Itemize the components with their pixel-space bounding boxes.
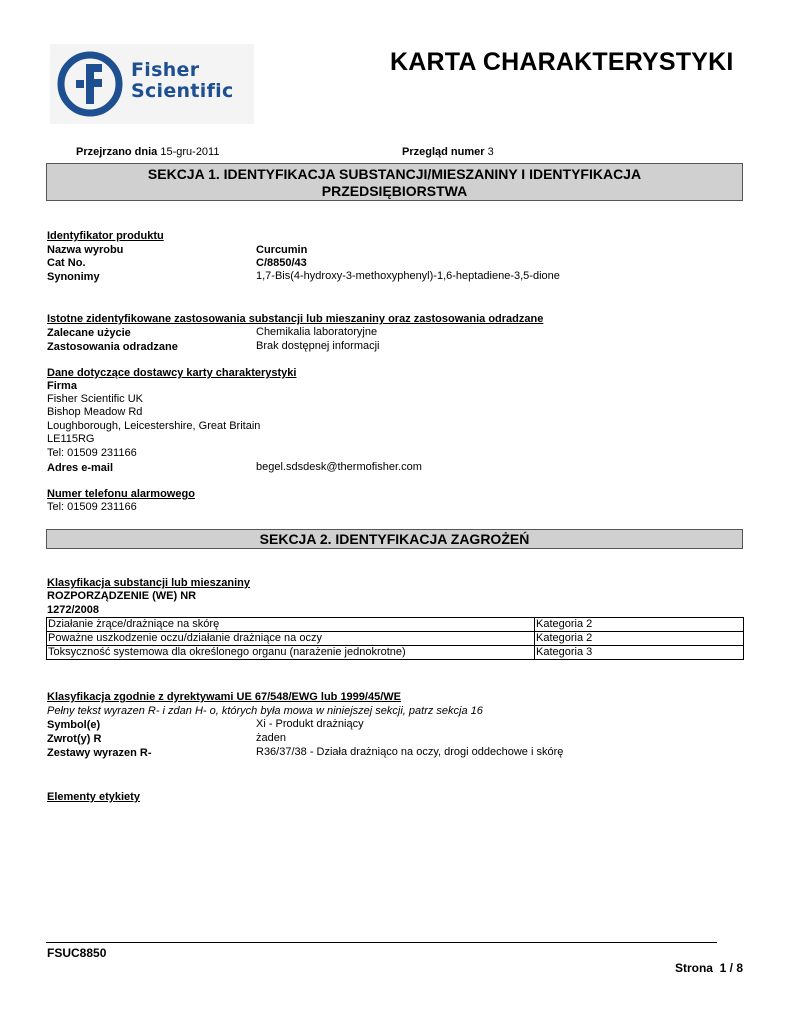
email-label: Adres e-mail xyxy=(47,462,114,474)
section-1-title-line-1: SEKCJA 1. IDENTYFIKACJA SUBSTANCJI/MIESZANINY I IDENTYFIKACJA xyxy=(147,166,642,182)
table-row xyxy=(47,618,744,632)
regulation-line-1: ROZPORZĄDZENIE (WE) NR xyxy=(47,590,197,602)
revision-value: 3 xyxy=(487,146,494,158)
logo-line-1: Fisher xyxy=(131,59,200,81)
uses-advised-against-value: Brak dostępnej informacji xyxy=(256,340,380,352)
symbol-value: Xi - Produkt drażniący xyxy=(256,718,364,730)
supplier-heading: Dane dotyczące dostawcy karty charakterystyki xyxy=(47,367,297,379)
directive-note: Pełny tekst wyrazen R- i zdan H- o, których była mowa w niniejszej sekcji, patrz sekcja 16 xyxy=(47,705,483,717)
company-name: Fisher Scientific UK xyxy=(47,393,143,405)
category-cell: Kategoria 3 xyxy=(535,646,744,660)
r-phrase-label: Zwrot(y) R xyxy=(47,733,102,745)
hazard-cell: Działanie żrące/drażniące na skórę xyxy=(47,618,535,632)
company-postcode: LE115RG xyxy=(47,433,95,445)
company-city: Loughborough, Leicestershire, Great Britain xyxy=(47,420,261,432)
logo-line-2: Scientific xyxy=(131,80,234,102)
document-title: KARTA CHARAKTERYSTYKI xyxy=(390,48,734,76)
hazard-cell: Toksyczność systemowa dla określonego organu (narażenie jednokrotne) xyxy=(47,646,535,660)
company-logo-text xyxy=(131,60,234,102)
revised-value: 15-gru-2011 xyxy=(160,146,220,158)
revised-date xyxy=(76,145,219,159)
category-cell: Kategoria 2 xyxy=(535,632,744,646)
section-1-header xyxy=(46,163,743,201)
hazard-classification-table xyxy=(46,617,744,660)
category-cell: Kategoria 2 xyxy=(535,618,744,632)
emergency-phone-heading: Numer telefonu alarmowego xyxy=(47,488,195,500)
product-name-label: Nazwa wyrobu xyxy=(47,244,124,256)
recommended-use-label: Zalecane użycie xyxy=(47,327,131,339)
directive-heading: Klasyfikacja zgodnie z dyrektywami UE 67/548/EWG lub 1999/45/WE xyxy=(47,691,401,703)
footer-document-code: FSUC8850 xyxy=(47,946,107,960)
footer-page-number: Strona 1 / 8 xyxy=(674,961,743,975)
synonyms-label: Synonimy xyxy=(47,271,100,283)
company-phone: Tel: 01509 231166 xyxy=(47,447,137,459)
cat-no-value: C/8850/43 xyxy=(256,257,307,269)
synonyms-value: 1,7-Bis(4-hydroxy-3-methoxyphenyl)-1,6-heptadiene-3,5-dione xyxy=(256,270,560,282)
symbol-label: Symbol(e) xyxy=(47,719,101,731)
cat-no-label: Cat No. xyxy=(47,257,86,269)
footer-divider xyxy=(46,942,717,943)
revision-number xyxy=(402,145,494,159)
r-sets-value: R36/37/38 - Działa drażniąco na oczy, drogi oddechowe i skórę xyxy=(256,746,564,758)
product-name-value: Curcumin xyxy=(256,244,308,256)
table-row xyxy=(47,632,744,646)
classification-heading: Klasyfikacja substancji lub mieszaniny xyxy=(47,577,250,589)
r-sets-label: Zestawy wyrazen R- xyxy=(47,747,152,759)
product-identifier-heading: Identyfikator produktu xyxy=(47,230,164,242)
section-1-title-line-2: PRZEDSIĘBIORSTWA xyxy=(321,183,468,199)
emergency-phone-value: Tel: 01509 231166 xyxy=(47,501,137,513)
uses-heading: Istotne zidentyfikowane zastosowania substancji lub mieszaniny oraz zastosowania odradzane xyxy=(47,313,544,325)
fisher-scientific-logo-icon xyxy=(56,50,124,118)
table-row xyxy=(47,646,744,660)
email-value: begel.sdsdesk@thermofisher.com xyxy=(256,461,422,473)
recommended-use-value: Chemikalia laboratoryjne xyxy=(256,326,378,338)
company-street: Bishop Meadow Rd xyxy=(47,406,143,418)
label-elements-heading: Elementy etykiety xyxy=(47,791,140,803)
regulation-line-2: 1272/2008 xyxy=(47,604,99,616)
revision-label: Przegląd numer xyxy=(402,146,485,158)
section-2-header: SEKCJA 2. IDENTYFIKACJA ZAGROŻEŃ xyxy=(46,529,743,549)
r-phrase-value: żaden xyxy=(256,732,286,744)
company-label: Firma xyxy=(47,380,77,392)
uses-advised-against-label: Zastosowania odradzane xyxy=(47,341,178,353)
revised-label: Przejrzano dnia xyxy=(76,146,158,158)
hazard-cell: Poważne uszkodzenie oczu/działanie drażniące na oczy xyxy=(47,632,535,646)
